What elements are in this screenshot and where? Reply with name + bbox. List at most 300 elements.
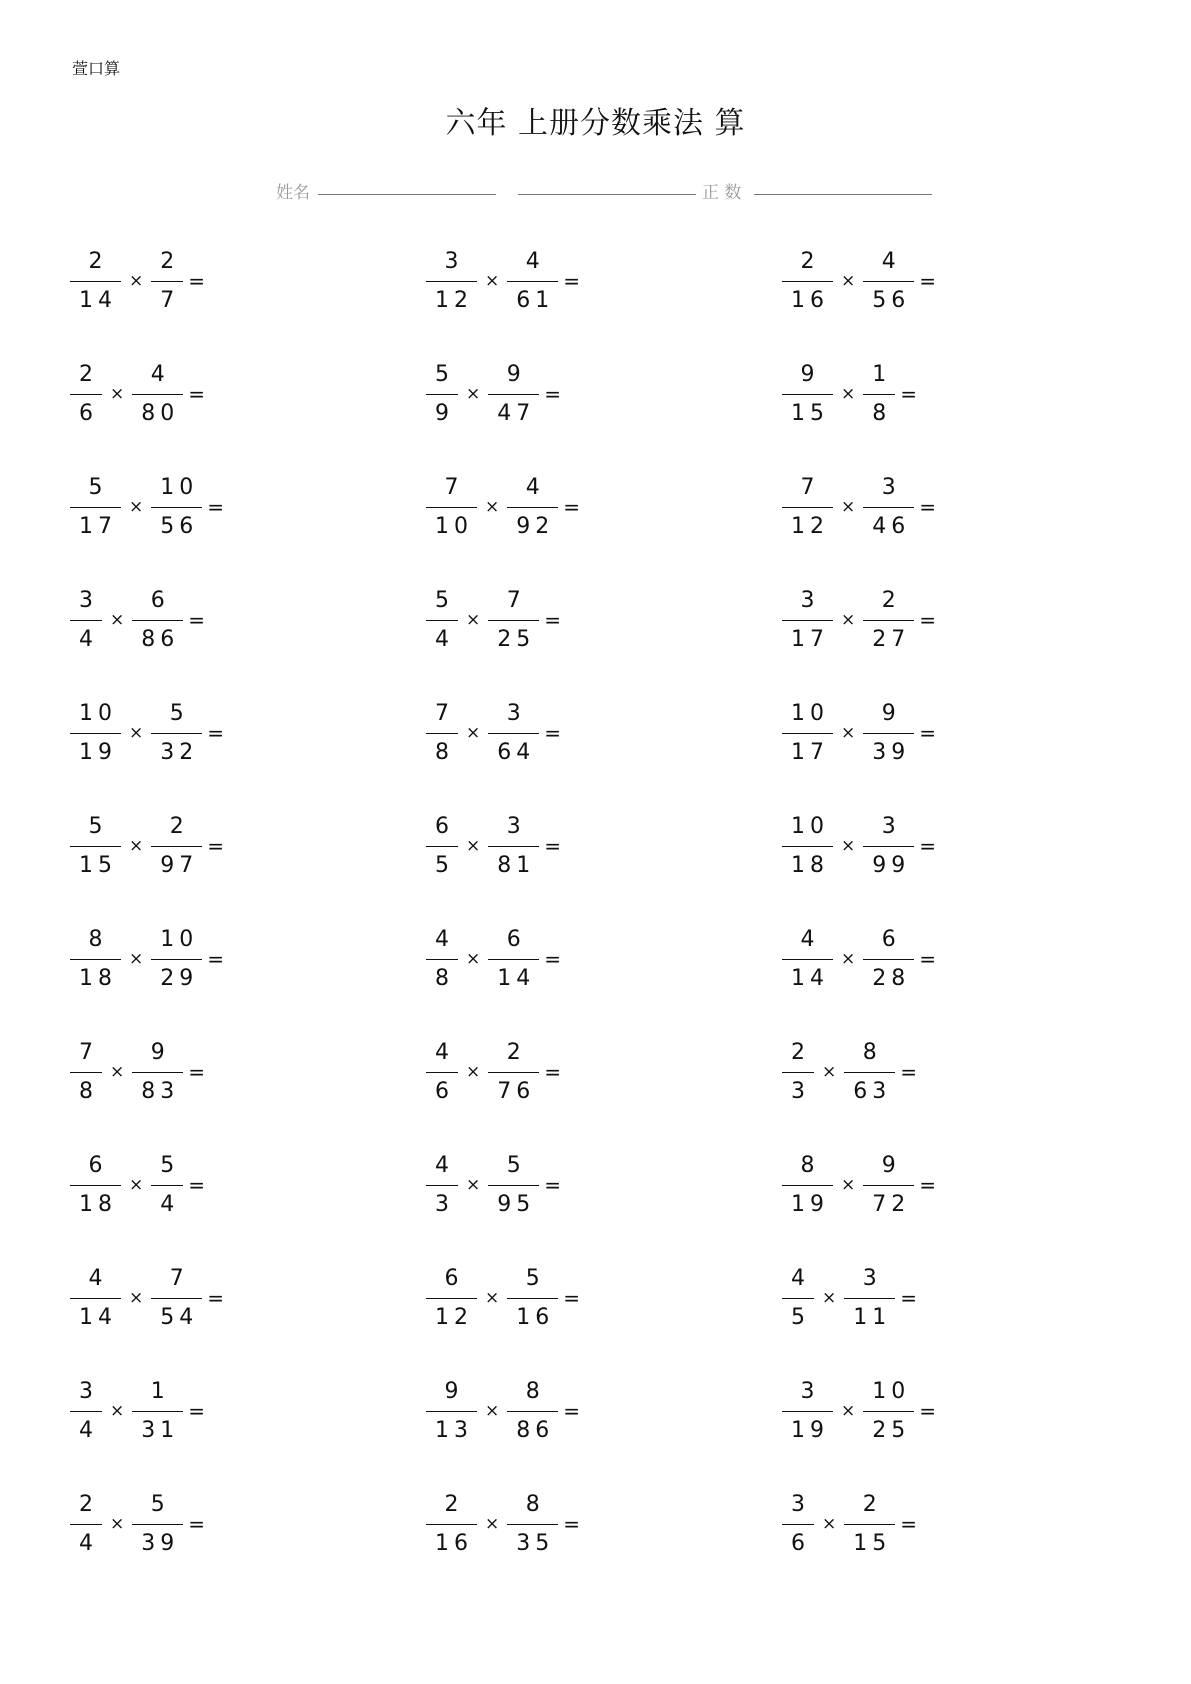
numerator: 4 [435, 1039, 454, 1065]
equals-sign: = [563, 1399, 581, 1423]
numerator: 6 [150, 587, 170, 613]
problem [782, 246, 936, 316]
fraction [488, 1153, 539, 1218]
fraction [488, 588, 539, 653]
fraction-bar [426, 1185, 458, 1186]
problem [782, 1489, 917, 1559]
problem [70, 472, 224, 542]
numerator: 1 [150, 1378, 170, 1404]
fraction [782, 1379, 833, 1444]
denominator: 25 [497, 626, 536, 652]
fraction-bar [426, 733, 458, 734]
denominator: 54 [160, 1304, 199, 1330]
name-line [318, 194, 496, 195]
numerator: 4 [435, 926, 454, 952]
problem [426, 472, 580, 542]
equals-sign: = [544, 1060, 562, 1084]
fraction-bar [782, 507, 833, 508]
numerator: 3 [800, 1378, 820, 1404]
problem [70, 359, 205, 429]
fraction [426, 362, 458, 427]
fraction [70, 588, 102, 653]
denominator: 12 [791, 513, 829, 539]
times-sign: × [485, 1514, 500, 1534]
times-sign: × [466, 949, 481, 969]
equals-sign: = [919, 721, 937, 745]
fraction-bar [507, 1298, 558, 1299]
denominator: 47 [497, 400, 536, 426]
fraction [782, 362, 833, 427]
fraction-bar [782, 733, 833, 734]
problem [782, 698, 936, 768]
numerator: 2 [881, 587, 901, 613]
problem [426, 811, 561, 881]
fraction [863, 1153, 914, 1218]
fraction-bar [426, 1524, 477, 1525]
fraction-bar [488, 394, 539, 395]
equals-sign: = [544, 1173, 562, 1197]
equals-sign: = [919, 834, 937, 858]
problem [426, 1489, 580, 1559]
equals-sign: = [544, 721, 562, 745]
fraction [151, 701, 202, 766]
fraction [782, 588, 833, 653]
fraction-bar [132, 1072, 183, 1073]
denominator: 3 [791, 1078, 810, 1104]
fraction-bar [151, 846, 202, 847]
numerator: 2 [862, 1491, 882, 1517]
fraction [426, 588, 458, 653]
numerator: 10 [791, 700, 829, 726]
numerator: 4 [435, 1152, 454, 1178]
fraction [844, 1266, 895, 1331]
numerator: 4 [525, 248, 545, 274]
fraction [70, 362, 102, 427]
fraction [132, 1492, 183, 1557]
problem [70, 924, 224, 994]
numerator: 10 [79, 700, 117, 726]
problem [70, 1263, 224, 1333]
fraction-bar [70, 1298, 121, 1299]
equals-sign: = [207, 721, 225, 745]
problem [426, 246, 580, 316]
times-sign: × [841, 1401, 856, 1421]
equals-sign: = [207, 495, 225, 519]
fraction [70, 1266, 121, 1331]
numerator: 3 [881, 474, 901, 500]
fraction-bar [488, 1072, 539, 1073]
fraction [782, 1040, 814, 1105]
equals-sign: = [207, 1286, 225, 1310]
denominator: 86 [516, 1417, 555, 1443]
fraction-bar [844, 1072, 895, 1073]
problem [70, 1489, 205, 1559]
fraction-bar [426, 507, 477, 508]
fraction-bar [70, 1411, 102, 1412]
fraction [426, 1040, 458, 1105]
fraction [507, 249, 558, 314]
denominator: 14 [497, 965, 536, 991]
numerator: 5 [506, 1152, 526, 1178]
numerator: 7 [435, 700, 454, 726]
fraction-bar [782, 1072, 814, 1073]
denominator: 4 [435, 626, 454, 652]
fraction-bar [70, 1524, 102, 1525]
denominator: 18 [79, 1191, 117, 1217]
denominator: 4 [79, 1417, 98, 1443]
denominator: 15 [853, 1530, 892, 1556]
fraction [132, 1040, 183, 1105]
denominator: 14 [79, 287, 117, 313]
equals-sign: = [207, 947, 225, 971]
denominator: 3 [435, 1191, 454, 1217]
fraction [151, 1266, 202, 1331]
fraction [844, 1492, 895, 1557]
numerator: 9 [444, 1378, 464, 1404]
denominator: 12 [435, 287, 473, 313]
fraction-bar [70, 394, 102, 395]
fraction-bar [782, 394, 833, 395]
times-sign: × [110, 1514, 125, 1534]
fraction [844, 1040, 895, 1105]
numerator: 2 [169, 813, 189, 839]
times-sign: × [822, 1062, 837, 1082]
times-sign: × [110, 1401, 125, 1421]
denominator: 39 [872, 739, 911, 765]
times-sign: × [129, 1288, 144, 1308]
denominator: 39 [141, 1530, 180, 1556]
fraction [426, 927, 458, 992]
times-sign: × [822, 1288, 837, 1308]
numerator: 3 [506, 813, 526, 839]
times-sign: × [466, 610, 481, 630]
fraction-bar [426, 1072, 458, 1073]
denominator: 99 [872, 852, 911, 878]
fraction-bar [782, 1524, 814, 1525]
numerator: 9 [150, 1039, 170, 1065]
denominator: 56 [872, 287, 911, 313]
times-sign: × [129, 271, 144, 291]
fraction-bar [488, 620, 539, 621]
equals-sign: = [544, 834, 562, 858]
fraction [151, 814, 202, 879]
fraction [488, 1040, 539, 1105]
denominator: 56 [160, 513, 199, 539]
denominator: 32 [160, 739, 199, 765]
denominator: 4 [79, 626, 98, 652]
denominator: 8 [435, 739, 454, 765]
denominator: 97 [160, 852, 199, 878]
times-sign: × [841, 497, 856, 517]
problem [426, 585, 561, 655]
numerator: 7 [800, 474, 820, 500]
denominator: 6 [79, 400, 98, 426]
denominator: 9 [435, 400, 454, 426]
times-sign: × [466, 384, 481, 404]
equals-sign: = [919, 608, 937, 632]
denominator: 35 [516, 1530, 555, 1556]
fraction [70, 475, 121, 540]
denominator: 14 [79, 1304, 117, 1330]
denominator: 14 [791, 965, 829, 991]
denominator: 95 [497, 1191, 536, 1217]
problem [426, 1037, 561, 1107]
problem [782, 585, 936, 655]
equals-sign: = [919, 269, 937, 293]
denominator: 10 [435, 513, 473, 539]
denominator: 81 [497, 852, 536, 878]
fraction [151, 249, 183, 314]
denominator: 17 [79, 513, 117, 539]
denominator: 63 [853, 1078, 892, 1104]
denominator: 80 [141, 400, 180, 426]
problem [70, 585, 205, 655]
numerator: 4 [800, 926, 820, 952]
numerator: 5 [160, 1152, 180, 1178]
numerator: 7 [169, 1265, 189, 1291]
numerator: 9 [881, 700, 901, 726]
denominator: 4 [79, 1530, 98, 1556]
denominator: 92 [516, 513, 555, 539]
denominator: 5 [791, 1304, 810, 1330]
equals-sign: = [188, 608, 206, 632]
problem [70, 1150, 205, 1220]
score-label: 正 数 [702, 183, 742, 203]
numerator: 3 [79, 587, 98, 613]
denominator: 76 [497, 1078, 536, 1104]
times-sign: × [841, 949, 856, 969]
denominator: 18 [791, 852, 829, 878]
times-sign: × [129, 1175, 144, 1195]
fraction [70, 249, 121, 314]
fraction [70, 814, 121, 879]
fraction-bar [70, 959, 121, 960]
fraction-bar [782, 1185, 833, 1186]
fraction-bar [863, 1185, 914, 1186]
times-sign: × [110, 610, 125, 630]
times-sign: × [841, 1175, 856, 1195]
fraction [70, 1153, 121, 1218]
fraction [782, 475, 833, 540]
numerator: 2 [800, 248, 820, 274]
fraction-bar [782, 281, 833, 282]
denominator: 19 [79, 739, 117, 765]
fraction [488, 927, 539, 992]
numerator: 1 [872, 361, 892, 387]
problem [782, 1376, 936, 1446]
fraction [70, 701, 121, 766]
fraction-bar [507, 507, 558, 508]
fraction-bar [782, 959, 833, 960]
score-line [754, 194, 932, 195]
equals-sign: = [563, 1512, 581, 1536]
times-sign: × [466, 1062, 481, 1082]
fraction [426, 701, 458, 766]
times-sign: × [841, 384, 856, 404]
fraction-bar [70, 1072, 102, 1073]
numerator: 3 [862, 1265, 882, 1291]
problem [70, 246, 205, 316]
fraction-bar [151, 1185, 183, 1186]
numerator: 6 [444, 1265, 464, 1291]
fraction [863, 588, 914, 653]
problem [782, 924, 936, 994]
equals-sign: = [188, 269, 206, 293]
numerator: 4 [150, 361, 170, 387]
fraction [488, 814, 539, 879]
denominator: 72 [872, 1191, 911, 1217]
problem [426, 924, 561, 994]
fraction-bar [863, 620, 914, 621]
times-sign: × [466, 723, 481, 743]
denominator: 29 [160, 965, 199, 991]
score-blank-line [518, 194, 696, 195]
fraction-bar [782, 846, 833, 847]
numerator: 5 [150, 1491, 170, 1517]
fraction-bar [844, 1298, 895, 1299]
numerator: 3 [444, 248, 464, 274]
fraction [782, 701, 833, 766]
numerator: 8 [525, 1378, 545, 1404]
equals-sign: = [563, 1286, 581, 1310]
fraction [782, 1153, 833, 1218]
numerator: 3 [791, 1491, 810, 1517]
times-sign: × [841, 610, 856, 630]
fraction [507, 1266, 558, 1331]
denominator: 27 [872, 626, 911, 652]
denominator: 8 [79, 1078, 98, 1104]
fraction-bar [151, 733, 202, 734]
fraction-bar [132, 394, 183, 395]
numerator: 9 [506, 361, 526, 387]
fraction [426, 1492, 477, 1557]
numerator: 7 [444, 474, 464, 500]
denominator: 15 [79, 852, 117, 878]
denominator: 17 [791, 626, 829, 652]
fraction-bar [782, 1298, 814, 1299]
fraction [782, 1266, 814, 1331]
times-sign: × [129, 497, 144, 517]
fraction-bar [426, 620, 458, 621]
fraction [863, 1379, 914, 1444]
denominator: 64 [497, 739, 536, 765]
denominator: 16 [435, 1530, 473, 1556]
fraction-bar [70, 620, 102, 621]
denominator: 4 [160, 1191, 180, 1217]
denominator: 46 [872, 513, 911, 539]
fraction-bar [488, 846, 539, 847]
fraction [426, 475, 477, 540]
equals-sign: = [900, 382, 918, 406]
fraction-bar [426, 959, 458, 960]
times-sign: × [110, 1062, 125, 1082]
numerator: 3 [506, 700, 526, 726]
times-sign: × [466, 836, 481, 856]
numerator: 4 [88, 1265, 108, 1291]
equals-sign: = [188, 1060, 206, 1084]
numerator: 4 [791, 1265, 810, 1291]
numerator: 5 [435, 361, 454, 387]
denominator: 18 [79, 965, 117, 991]
numerator: 2 [160, 248, 180, 274]
fraction [426, 1153, 458, 1218]
equals-sign: = [919, 1173, 937, 1197]
fraction [863, 249, 914, 314]
denominator: 8 [872, 400, 892, 426]
fraction [782, 249, 833, 314]
fraction [507, 1492, 558, 1557]
problem [782, 359, 917, 429]
fraction-bar [863, 733, 914, 734]
denominator: 86 [141, 626, 180, 652]
fraction [70, 1379, 102, 1444]
fraction-bar [863, 394, 895, 395]
numerator: 2 [79, 1491, 98, 1517]
fraction [863, 814, 914, 879]
problem [426, 698, 561, 768]
problem [426, 1150, 561, 1220]
fraction-bar [507, 281, 558, 282]
fraction-bar [426, 1411, 477, 1412]
fraction-bar [70, 281, 121, 282]
numerator: 10 [791, 813, 829, 839]
denominator: 11 [853, 1304, 892, 1330]
denominator: 12 [435, 1304, 473, 1330]
fraction-bar [782, 620, 833, 621]
fraction [863, 475, 914, 540]
times-sign: × [466, 1175, 481, 1195]
times-sign: × [841, 271, 856, 291]
problem [426, 1376, 580, 1446]
problem [782, 472, 936, 542]
equals-sign: = [544, 947, 562, 971]
numerator: 10 [160, 926, 199, 952]
fraction [863, 362, 895, 427]
fraction-bar [426, 281, 477, 282]
fraction-bar [863, 507, 914, 508]
fraction [782, 1492, 814, 1557]
numerator: 3 [79, 1378, 98, 1404]
problem [70, 811, 224, 881]
fraction-bar [863, 959, 914, 960]
equals-sign: = [900, 1286, 918, 1310]
problem [782, 1150, 936, 1220]
fraction [426, 249, 477, 314]
numerator: 2 [506, 1039, 526, 1065]
denominator: 7 [160, 287, 180, 313]
numerator: 5 [88, 474, 108, 500]
numerator: 8 [88, 926, 108, 952]
fraction-bar [70, 846, 121, 847]
problem [782, 1263, 917, 1333]
fraction [70, 1492, 102, 1557]
fraction-bar [151, 1298, 202, 1299]
equals-sign: = [188, 1512, 206, 1536]
fraction [426, 1379, 477, 1444]
fraction-bar [151, 281, 183, 282]
denominator: 16 [516, 1304, 555, 1330]
numerator: 8 [862, 1039, 882, 1065]
numerator: 3 [800, 587, 820, 613]
fraction [70, 927, 121, 992]
numerator: 10 [872, 1378, 911, 1404]
numerator: 9 [800, 361, 820, 387]
numerator: 5 [169, 700, 189, 726]
fraction-bar [863, 281, 914, 282]
numerator: 5 [435, 587, 454, 613]
numerator: 5 [88, 813, 108, 839]
fraction-bar [426, 846, 458, 847]
